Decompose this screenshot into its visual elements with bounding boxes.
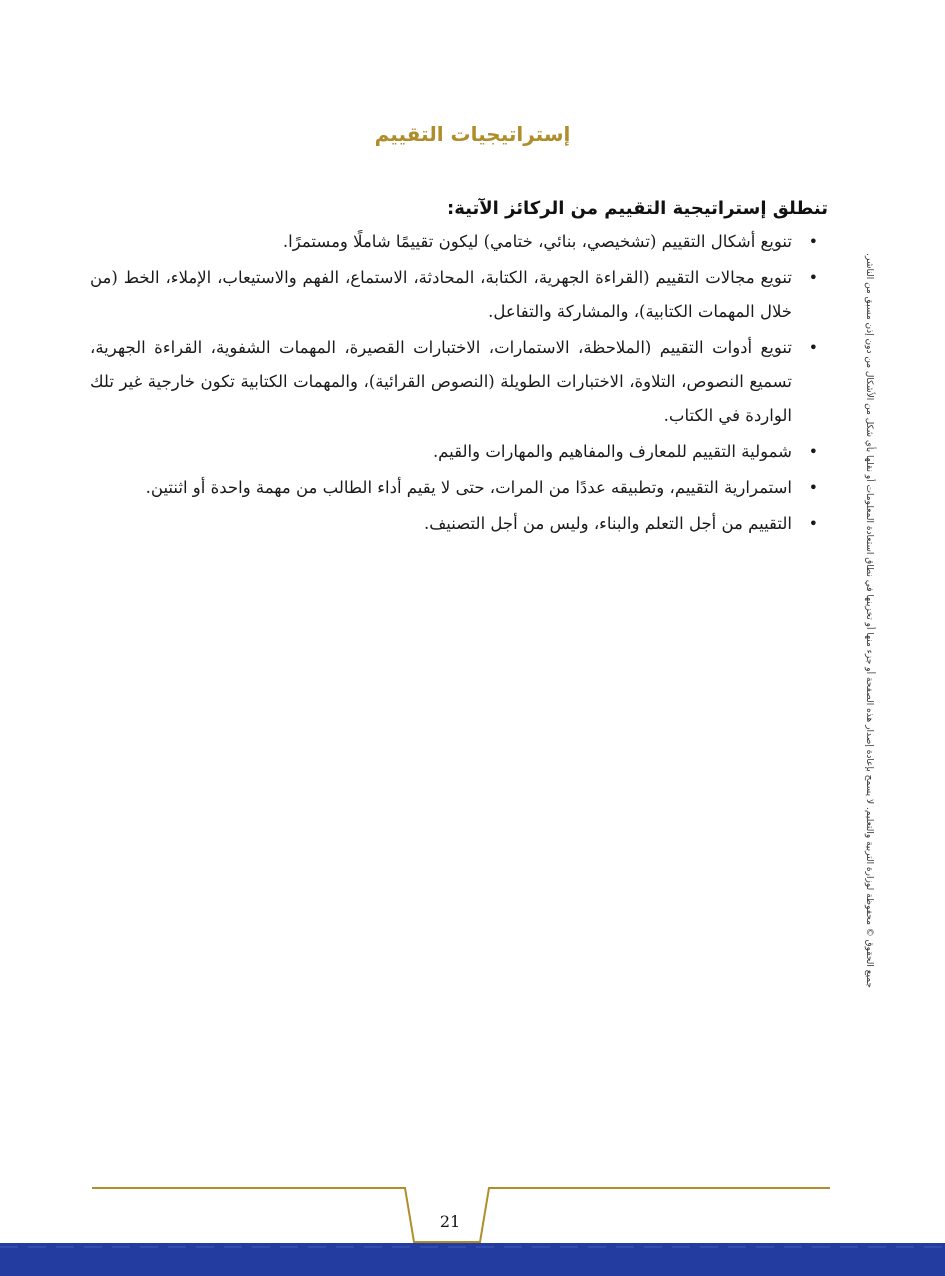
list-item: • استمرارية التقييم، وتطبيقه عددًا من المرات، حتى لا يقيم أداء الطالب من مهمة واحدة أو اثنتين. [90,471,828,505]
footer-band [0,1243,945,1276]
bullet-icon: • [808,514,818,533]
bullet-icon: • [808,442,818,461]
footer-band-stripe [0,1246,945,1248]
list-item: • شمولية التقييم للمعارف والمفاهيم والمهارات والقيم. [90,435,828,469]
copyright-notice: جميع الحقوق © محفوظة لوزارة التربية والتعليم. لا يسمح بإعادة إصدار هذه الصفحة أو جزء منها أو تخزينها في نطاق استعادة المعلومات أو نقلها بأي شكل من الأشكال من دون إذن مسبق من الناشر. [864,253,874,988]
bullet-icon: • [808,268,818,287]
page-title: إستراتيجيات التقييم [374,122,571,146]
list-item: • تنويع أشكال التقييم (تشخيصي، بنائي، ختامي) ليكون تقييمًا شاملًا ومستمرًا. [90,225,828,259]
bullet-icon: • [808,232,818,251]
list-item: • تنويع أدوات التقييم (الملاحظة، الاستمارات، الاختبارات القصيرة، المهمات الشفوية، القراءة الجهرية، تسميع النصوص، التلاوة، الاختبارات الطويلة (النصوص القرائية)، والمهمات الكتابية تكون خارجية غير تلك الواردة في الكتاب. [90,331,828,433]
assessment-points-list [90,225,828,541]
section-subtitle: تنطلق إستراتيجية التقييم من الركائز الآتية: [447,198,828,219]
content-section [90,198,828,543]
page-number: 21 [439,1212,461,1231]
list-item: • التقييم من أجل التعلم والبناء، وليس من أجل التصنيف. [90,507,828,541]
bullet-icon: • [808,478,818,497]
bullet-icon: • [808,338,818,357]
list-item: • تنويع مجالات التقييم (القراءة الجهرية، الكتابة، المحادثة، الاستماع، الفهم والاستيعاب، الإملاء، الخط (من خلال المهمات الكتابية)، والمشاركة والتفاعل. [90,261,828,329]
